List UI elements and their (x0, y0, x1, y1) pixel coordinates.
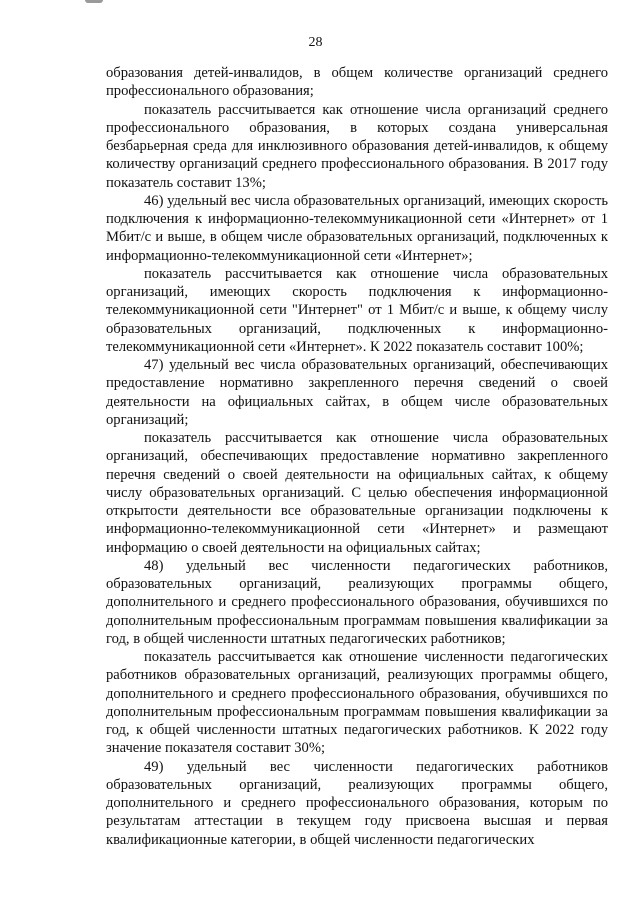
paragraph-item-47: 47) удельный вес числа образовательных организаций, обеспечивающих предоставление нормативно закрепленного перечня сведений о своей деятельности на официальных сайтах, в общем числе образовательных организаций; (106, 357, 608, 428)
paragraph-indicator-calculation: показатель рассчитывается как отношение числа образовательных организаций, имеющих скорость подключения к информационно-телекоммуникационной сети "Интернет" от 1 Мбит/с и выше, к общему числу образовательных организаций, подключенных к информационно-телекоммуникационной сети «Интернет». К 2022 показатель составит 100%; (106, 265, 608, 355)
paragraph-indicator-calculation: показатель рассчитывается как отношение числа организаций среднего профессионального образования, в которых создана универсальная безбарьерная среда для инклюзивного образования детей-инвалидов, к общему количеству организаций среднего профессионального образования. В 2017 году показатель составит 13%; (106, 101, 608, 191)
scan-artifact (85, 0, 103, 3)
paragraph-item-46: 46) удельный вес числа образовательных организаций, имеющих скорость подключения к информационно-телекоммуникационной сети «Интернет» от 1 Мбит/с и выше, в общем числе образовательных организаций, подключенных к информационно-телекоммуникационной сети «Интернет»; (106, 192, 608, 264)
paragraph-indicator-calculation: показатель рассчитывается как отношение численности педагогических работников образовательных организаций, реализующих программы общего, дополнительного и среднего профессионального образования, обучившихся по дополнительным профессиональным программам повышения квалификации за год, к общей численности штатных педагогических работников. К 2022 году значение показателя составит 30%; (106, 649, 608, 757)
document-body (106, 64, 608, 849)
paragraph-item-49: 49) удельный вес численности педагогических работников образовательных организаций, реализующих программы общего, дополнительного и среднего профессионального образования, которым по результатам аттестации в текущем году присвоена высшая и первая квалификационные категории, в общей численности педагогических (106, 758, 608, 848)
paragraph-item-48: 48) удельный вес численности педагогических работников, образовательных организаций, реализующих программы общего, дополнительного и среднего профессионального образования, обучившихся по дополнительным профессиональным программам повышения квалификации за год, в общей численности штатных педагогических работников; (106, 557, 608, 647)
paragraph-indicator-calculation: показатель рассчитывается как отношение числа образовательных организаций, обеспечивающих предоставление нормативно закрепленного перечня сведений о своей деятельности на официальных сайтах, к общему числу образовательных организаций. С целью обеспечения информационной открытости деятельности все образовательные организации подключены к информационно-телекоммуникационной сети «Интернет» и размещают информацию о своей деятельности на официальных сайтах; (106, 430, 608, 556)
page-number: 28 (308, 35, 323, 50)
paragraph-continuation: образования детей-инвалидов, в общем количестве организаций среднего профессионального образования; (106, 65, 608, 100)
